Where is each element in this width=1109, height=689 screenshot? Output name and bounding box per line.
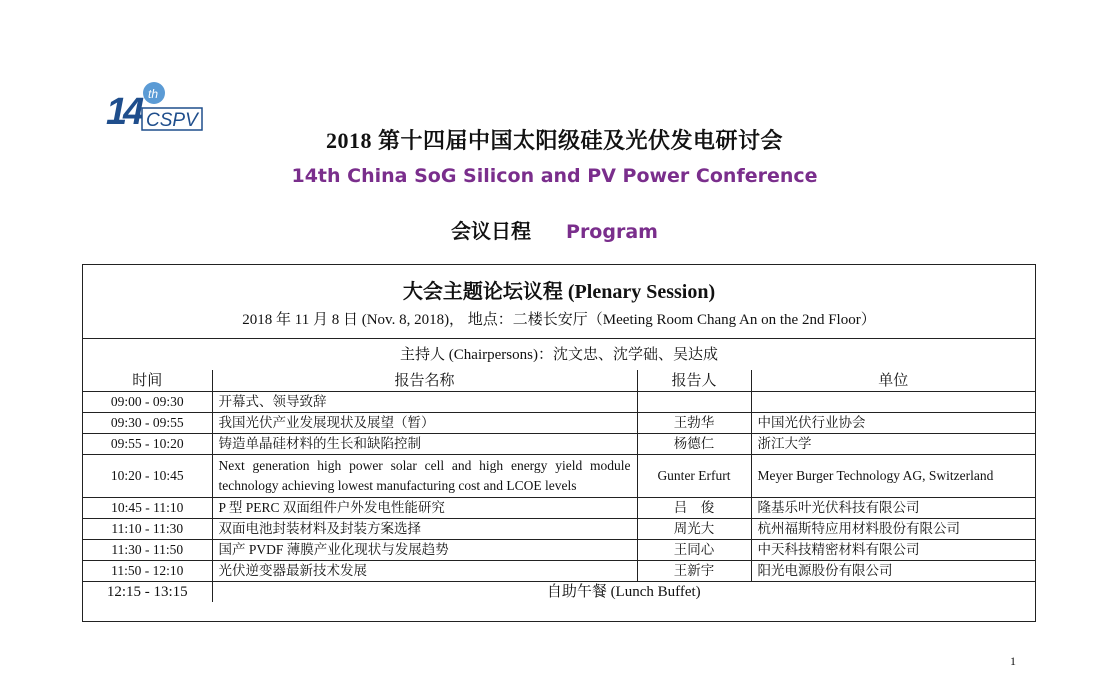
speaker-cell: 王勃华 (637, 413, 751, 434)
table-row (83, 392, 1035, 413)
column-header-title: 报告名称 (212, 370, 637, 392)
table-row (83, 413, 1035, 434)
time-cell: 11:30 - 11:50 (83, 540, 212, 561)
table-row (83, 519, 1035, 540)
speaker-cell: Gunter Erfurt (637, 455, 751, 498)
session-date-location: 2018 年 11 月 8 日 (Nov. 8, 2018)， 地点：二楼长安厅（Meeting Room Chang An on the 2nd Floor） (242, 312, 876, 328)
organization-cell: 中国光伏行业协会 (751, 413, 1035, 434)
table-row (83, 561, 1035, 582)
chairpersons: 主持人 (Chairpersons)：沈文忠、沈学础、吴达成 (83, 338, 1035, 370)
conference-title-cn: 2018 第十四届中国太阳级硅及光伏发电研讨会 (325, 128, 783, 153)
time-cell: 10:45 - 11:10 (83, 498, 212, 519)
lunch-label: 自助午餐 (Lunch Buffet) (212, 582, 1035, 603)
organization-cell: 阳光电源股份有限公司 (751, 561, 1035, 582)
organization-cell: 隆基乐叶光伏科技有限公司 (751, 498, 1035, 519)
program-heading-cn: 会议日程 (451, 221, 532, 243)
talk-title-cell: 双面电池封装材料及封装方案选择 (212, 519, 637, 540)
page-number: 1 (1010, 654, 1016, 668)
time-cell: 09:30 - 09:55 (83, 413, 212, 434)
talk-title-line: Next generation high power solar cell and high energy yield module (218, 458, 631, 473)
talk-title-cell: 铸造单晶硅材料的生长和缺陷控制 (212, 434, 637, 455)
speaker-cell: 杨德仁 (637, 434, 751, 455)
table-row (83, 434, 1035, 455)
organization-cell: 中天科技精密材料有限公司 (751, 540, 1035, 561)
organization-cell: Meyer Burger Technology AG, Switzerland (751, 455, 1035, 498)
program-heading (0, 215, 1109, 244)
speaker-cell: 王同心 (637, 540, 751, 561)
talk-title-cell (212, 455, 637, 498)
speaker-cell (637, 392, 751, 413)
speaker-cell: 王新宇 (637, 561, 751, 582)
column-header-organization: 单位 (751, 370, 1035, 392)
svg-text:th: th (148, 87, 159, 101)
svg-text:CSPV: CSPV (146, 110, 198, 131)
talk-title-cell: 开幕式、领导致辞 (212, 392, 637, 413)
speaker-cell: 周光大 (637, 519, 751, 540)
time-cell: 12:15 - 13:15 (83, 582, 212, 603)
time-cell: 09:55 - 10:20 (83, 434, 212, 455)
table-row (83, 498, 1035, 519)
table-row (83, 455, 1035, 498)
time-cell: 10:20 - 10:45 (83, 455, 212, 498)
column-header-time: 时间 (83, 370, 212, 392)
talk-title-cell: 我国光伏产业发展现状及展望（暂） (212, 413, 637, 434)
schedule-table (83, 370, 1035, 602)
table-header-row (83, 370, 1035, 392)
organization-cell: 杭州福斯特应用材料股份有限公司 (751, 519, 1035, 540)
column-header-speaker: 报告人 (637, 370, 751, 392)
session-title: 大会主题论坛议程 (Plenary Session) (402, 281, 716, 303)
conference-title-en: 14th China SoG Silicon and PV Power Conference (291, 165, 818, 187)
svg-text:14: 14 (106, 91, 141, 133)
talk-title-line: technology achieving lowest manufacturing cost and LCOE levels (218, 478, 577, 493)
organization-cell (751, 392, 1035, 413)
program-heading-en: Program (566, 221, 658, 243)
organization-cell: 浙江大学 (751, 434, 1035, 455)
table-row (83, 540, 1035, 561)
time-cell: 09:00 - 09:30 (83, 392, 212, 413)
time-cell: 11:10 - 11:30 (83, 519, 212, 540)
talk-title-cell: P 型 PERC 双面组件户外发电性能研究 (212, 498, 637, 519)
speaker-cell: 吕 俊 (637, 498, 751, 519)
plenary-session-box (82, 264, 1036, 622)
talk-title-cell: 光伏逆变器最新技术发展 (212, 561, 637, 582)
talk-title-cell: 国产 PVDF 薄膜产业化现状与发展趋势 (212, 540, 637, 561)
lunch-row (83, 582, 1035, 603)
time-cell: 11:50 - 12:10 (83, 561, 212, 582)
